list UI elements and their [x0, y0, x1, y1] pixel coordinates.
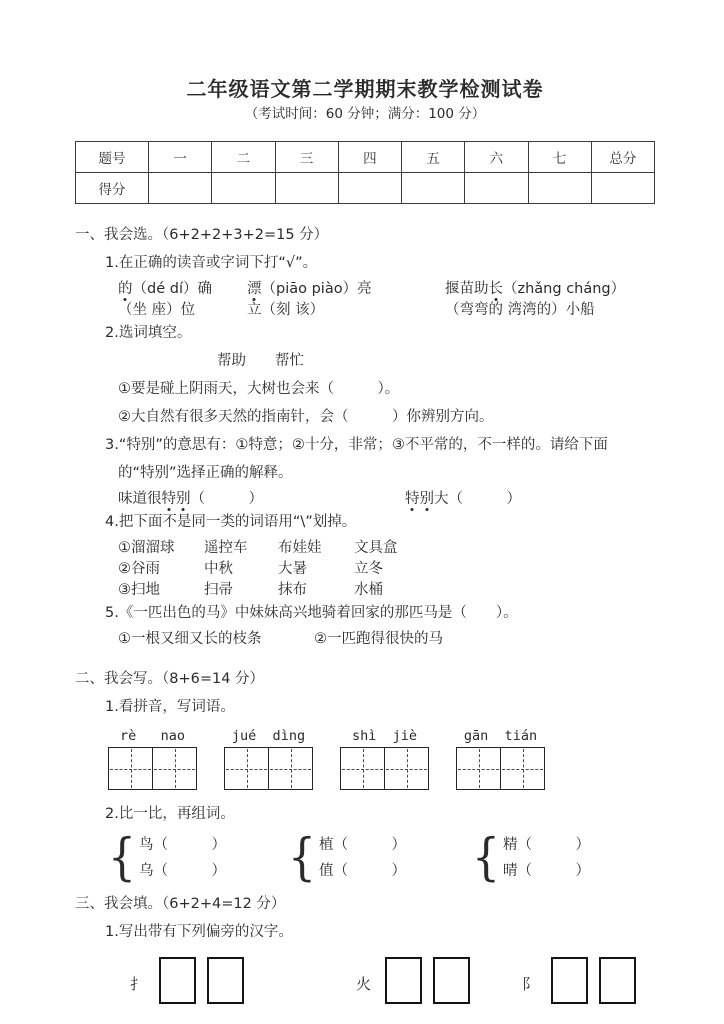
writing-grid — [108, 747, 197, 790]
emphasized-char: 别 — [176, 487, 191, 508]
score-cell — [465, 173, 528, 204]
q1-choice — [247, 277, 445, 298]
q3-answer — [118, 487, 405, 508]
score-cell — [528, 173, 591, 204]
s1-q2-prompt: 2.选词填空。 — [105, 325, 192, 341]
s1-q2-sentence2: ②大自然有很多天然的指南针，会（ ）你辨别方向。 — [118, 409, 494, 425]
score-table-score-row — [76, 173, 655, 204]
s1-q1-prompt: 1.在正确的读音或字词下打“√”。 — [105, 255, 318, 271]
score-header-cell: 总分 — [591, 142, 654, 173]
q1-choice: （弯弯的 湾湾的）小船 — [445, 302, 595, 318]
section2-heading: 二、我会写。（8+6=14 分） — [75, 671, 265, 687]
emphasized-char: 特 — [405, 487, 420, 508]
word-item: 布娃娃 — [278, 540, 322, 556]
grid-cell — [457, 748, 500, 789]
score-header-cell: 题号 — [76, 142, 149, 173]
s1-q2-sentence1: ①要是碰上阴雨天，大树也会来（ ）。 — [118, 381, 400, 397]
choice-text: （dé dí）确 — [132, 281, 212, 297]
s2-q2-prompt: 2.比一比，再组词。 — [105, 806, 235, 822]
answer-text: 大（ ） — [434, 491, 521, 507]
radical-group — [356, 957, 470, 1004]
pinyin-label: jué dìng — [231, 728, 306, 744]
brace-glyph: { — [288, 828, 316, 887]
answer-box — [385, 957, 422, 1004]
s1-q4-row — [118, 557, 655, 578]
emphasized-char: 漂 — [247, 277, 262, 298]
emphasized-char: 特 — [162, 487, 177, 508]
choice-text: （piāo piào）亮 — [261, 281, 372, 297]
score-row-label: 得分 — [76, 173, 149, 204]
score-cell — [591, 173, 654, 204]
page-subtitle: （考试时间：60 分钟；满分：100 分） — [244, 106, 486, 122]
brace-glyph: { — [472, 828, 500, 887]
q1-choice: （坐 座）位 — [118, 302, 196, 318]
word-item: 文具盒 — [354, 540, 398, 556]
choice-text: 揠苗助 — [445, 281, 489, 297]
answer-text: （ ） — [190, 491, 263, 507]
s3-q1-prompt: 1.写出带有下列偏旁的汉字。 — [105, 924, 293, 940]
page-title: 二年级语文第二学期期末教学检测试卷 — [186, 77, 544, 101]
section1-heading: 一、我会选。（6+2+2+3+2=15 分） — [75, 227, 329, 243]
emphasized-char: 别 — [420, 487, 435, 508]
q5-option: ①一根又细又长的枝条 — [118, 631, 262, 647]
score-table — [75, 141, 655, 204]
grid-cell — [384, 748, 428, 789]
pinyin-group — [456, 727, 545, 790]
word-item: ②谷雨 — [118, 561, 160, 577]
radical-char: 火 — [356, 974, 372, 993]
score-table-header-row — [76, 142, 655, 173]
compare-pair — [288, 828, 406, 887]
pair-bottom: 值（ ） — [319, 863, 406, 879]
pair-lines — [319, 832, 406, 884]
s1-q4-row — [118, 578, 655, 599]
grid-cell — [109, 748, 152, 789]
score-cell — [338, 173, 401, 204]
pinyin-group — [224, 727, 313, 790]
grid-cell — [225, 748, 268, 789]
score-cell — [402, 173, 465, 204]
score-header-cell: 四 — [338, 142, 401, 173]
s1-q5-options — [118, 627, 655, 648]
s1-q5-prompt: 5.《一匹出色的马》中妹妹高兴地骑着回家的那匹马是（ ）。 — [105, 605, 518, 621]
pinyin-group — [340, 727, 429, 790]
s1-q3-answers — [118, 487, 655, 508]
writing-grid — [456, 747, 545, 790]
emphasized-char: 长 — [489, 277, 504, 298]
radical-group — [522, 957, 636, 1004]
score-header-cell: 一 — [149, 142, 212, 173]
score-cell — [275, 173, 338, 204]
s1-q1-row2 — [118, 298, 655, 319]
word-item: ①溜溜球 — [118, 540, 175, 556]
pair-bottom: 晴（ ） — [503, 863, 590, 879]
grid-cell — [152, 748, 196, 789]
pair-bottom: 乌（ ） — [139, 863, 226, 879]
pair-top: 精（ ） — [503, 837, 590, 853]
brace-glyph: { — [108, 828, 136, 887]
choice-text: （zhǎng cháng） — [503, 281, 626, 297]
word-item: 立冬 — [354, 561, 383, 577]
score-header-cell: 三 — [275, 142, 338, 173]
writing-grid — [340, 747, 429, 790]
pinyin-label: gān tián — [463, 728, 538, 744]
s1-q4-row — [118, 536, 655, 557]
answer-box — [599, 957, 636, 1004]
score-header-cell: 二 — [212, 142, 275, 173]
word-item: 水桶 — [354, 582, 383, 598]
radical-char: 阝 — [522, 974, 538, 993]
score-header-cell: 五 — [402, 142, 465, 173]
grid-cell — [268, 748, 312, 789]
word-item: 大暑 — [278, 561, 307, 577]
grid-cell — [341, 748, 384, 789]
q3-answer — [405, 487, 521, 508]
pinyin-group — [108, 727, 197, 790]
word-item: 扫帚 — [204, 582, 233, 598]
answer-box — [551, 957, 588, 1004]
q1-choice — [445, 277, 625, 298]
score-cell — [149, 173, 212, 204]
q1-choice: 立（刻 该） — [247, 302, 325, 318]
compare-pair — [108, 828, 226, 887]
pair-lines — [503, 832, 590, 884]
emphasized-char: 的 — [118, 277, 133, 298]
section3-heading: 三、我会填。（6+2+4=12 分） — [75, 896, 286, 912]
writing-grid — [224, 747, 313, 790]
score-header-cell: 七 — [528, 142, 591, 173]
grid-cell — [500, 748, 544, 789]
answer-box — [159, 957, 196, 1004]
pair-top: 植（ ） — [319, 837, 406, 853]
word-item: 抹布 — [278, 582, 307, 598]
word-item: 中秋 — [204, 561, 233, 577]
score-cell — [212, 173, 275, 204]
q1-choice — [118, 277, 247, 298]
s1-q2-word-bank: 帮助 帮忙 — [217, 353, 304, 369]
answer-text: 味道很 — [118, 491, 162, 507]
s1-q4-prompt: 4.把下面不是同一类的词语用“\”划掉。 — [105, 514, 357, 530]
radical-group — [130, 957, 244, 1004]
word-item: ③扫地 — [118, 582, 160, 598]
word-item: 遥控车 — [204, 540, 248, 556]
s1-q3-prompt-line1: 3.“特别”的意思有：①特意；②十分，非常；③不平常的，不一样的。请给下面 — [105, 437, 608, 453]
s2-q1-prompt: 1.看拼音，写词语。 — [105, 699, 235, 715]
pair-lines — [139, 832, 226, 884]
s2-q1-writing-grids — [108, 727, 655, 790]
s2-q2-pairs — [108, 828, 655, 887]
score-header-cell: 六 — [465, 142, 528, 173]
answer-box — [433, 957, 470, 1004]
compare-pair — [472, 828, 590, 887]
q5-option: ②一匹跑得很快的马 — [314, 631, 443, 647]
pair-top: 鸟（ ） — [139, 837, 226, 853]
s1-q1-row1 — [118, 277, 655, 298]
pinyin-label: shì jiè — [351, 728, 418, 744]
radical-char: 扌 — [130, 974, 146, 993]
answer-box — [207, 957, 244, 1004]
s3-q1-radical-boxes — [75, 954, 655, 1006]
s1-q3-prompt-line2: 的“特别”选择正确的解释。 — [118, 465, 293, 481]
pinyin-label: rè nao — [119, 728, 186, 744]
